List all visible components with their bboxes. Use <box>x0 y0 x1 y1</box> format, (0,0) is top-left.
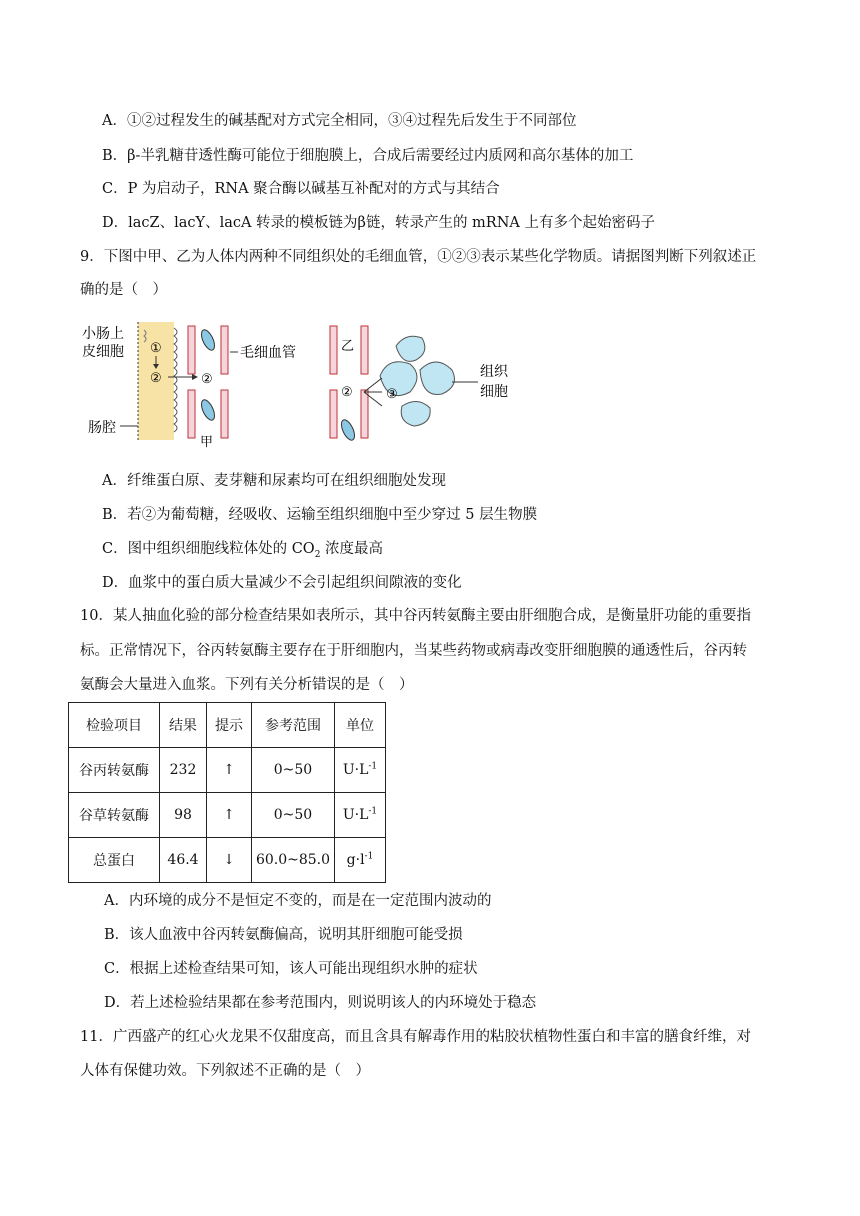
unit-base: U·L <box>342 807 369 823</box>
header-unit: 单位 <box>335 703 386 748</box>
cell-result: 98 <box>160 793 207 838</box>
q9-stem-line2: 确的是（ ） <box>80 282 167 298</box>
cell-item: 谷丙转氨酶 <box>69 748 160 793</box>
cell-hint: ↓ <box>207 838 252 883</box>
cell-item: 总蛋白 <box>69 838 160 883</box>
cell-unit <box>335 793 386 838</box>
q10-option-d: D．若上述检验结果都在参考范围内，则说明该人的内环境处于稳态 <box>104 995 537 1011</box>
circle-2-epithelium: ② <box>150 371 162 386</box>
q9-option-b: B．若②为葡萄糖，经吸收、运输至组织细胞中至少穿过 5 层生物膜 <box>102 507 538 523</box>
q10-option-a: A．内环境的成分不是恒定不变的，而是在一定范围内波动的 <box>104 893 492 909</box>
lab-results-table <box>68 702 386 883</box>
header-hint: 提示 <box>207 703 252 748</box>
label-lumen: 肠腔 <box>88 419 116 435</box>
cell-unit <box>335 838 386 883</box>
circle-3: ③ <box>386 387 398 402</box>
circle-2-capillary: ② <box>201 372 213 387</box>
q10-option-c: C．根据上述检查结果可知，该人可能出现组织水肿的症状 <box>104 961 478 977</box>
table-header-row <box>69 703 386 748</box>
capillary-jia-wall-lower-left <box>188 390 195 438</box>
capillary-yi-wall-upper-right <box>361 326 368 374</box>
arrowhead-2 <box>192 374 198 380</box>
q9-option-d: D．血浆中的蛋白质大量减少不会引起组织间隙液的变化 <box>102 575 462 591</box>
cell-hint: ↑ <box>207 793 252 838</box>
label-tissue-2: 细胞 <box>480 383 508 399</box>
unit-base: U·L <box>342 762 369 778</box>
unit-base: g·l <box>346 852 365 868</box>
header-item: 检验项目 <box>69 703 160 748</box>
label-epithelium-1: 小肠上 <box>82 325 124 341</box>
label-epithelium-2: 皮细胞 <box>82 343 124 359</box>
label-capillary: 毛细血管 <box>240 344 296 360</box>
label-tissue-1: 组织 <box>480 363 508 379</box>
unit-exponent: -1 <box>368 761 378 772</box>
cell-range: 60.0~85.0 <box>252 838 335 883</box>
capillary-diagram <box>80 318 540 448</box>
red-blood-cell-jia-1 <box>199 328 217 352</box>
capillary-yi-wall-upper-left <box>330 326 337 374</box>
microvilli <box>174 328 177 432</box>
q9-option-c-tail: 浓度最高 <box>320 541 384 557</box>
q11-stem-line1: 11．广西盛产的红心火龙果不仅甜度高，而且含具有解毒作用的粘胶状植物性蛋白和丰富的膳食纤维，对 <box>80 1029 751 1045</box>
cell-unit <box>335 748 386 793</box>
cell-result: 232 <box>160 748 207 793</box>
unit-exponent: -1 <box>368 806 378 817</box>
label-yi: 乙 <box>341 338 355 353</box>
table-row <box>69 838 386 883</box>
co2-subscript: 2 <box>314 549 321 560</box>
tissue-cell-1 <box>396 336 425 361</box>
capillary-jia-wall-upper-left <box>188 326 195 374</box>
circle-2-yi: ② <box>341 385 353 400</box>
label-jia: 甲 <box>200 434 214 448</box>
circle-1: ① <box>150 341 162 356</box>
q10-stem-line3: 氨酶会大量进入血浆。下列有关分析错误的是（ ） <box>80 677 414 693</box>
q9-stem-line1: 9．下图中甲、乙为人体内两种不同组织处的毛细血管，①②③表示某些化学物质。请据图判断下列叙述正 <box>80 249 757 265</box>
capillary-jia-wall-upper-right <box>221 326 228 374</box>
cell-range: 0~50 <box>252 793 335 838</box>
cell-result: 46.4 <box>160 838 207 883</box>
q10-option-b: B．该人血液中谷丙转氨酶偏高，说明其肝细胞可能受损 <box>104 927 463 943</box>
tissue-cell-4 <box>401 401 430 426</box>
q8-option-b: B．β-半乳糖苷透性酶可能位于细胞膜上，合成后需要经过内质网和高尔基体的加工 <box>102 148 634 164</box>
q11-stem-line2: 人体有保健功效。下列叙述不正确的是（ ） <box>80 1063 370 1079</box>
q9-option-a: A．纤维蛋白原、麦芽糖和尿素均可在组织细胞处发现 <box>102 473 446 489</box>
unit-exponent: -1 <box>364 851 374 862</box>
q9-option-c <box>102 539 383 559</box>
cell-item: 谷草转氨酶 <box>69 793 160 838</box>
cell-range: 0~50 <box>252 748 335 793</box>
q8-option-c: C．P 为启动子，RNA 聚合酶以碱基互补配对的方式与其结合 <box>102 181 500 197</box>
q10-stem-line2: 标。正常情况下，谷丙转氨酶主要存在于肝细胞内，当某些药物或病毒改变肝细胞膜的通透性后，谷丙转 <box>80 643 747 659</box>
red-blood-cell-yi <box>339 418 357 442</box>
q9-option-c-text: C．图中组织细胞线粒体处的 CO <box>102 541 315 557</box>
table-row <box>69 748 386 793</box>
red-blood-cell-jia-2 <box>199 398 217 422</box>
capillary-jia-wall-lower-right <box>221 390 228 438</box>
q8-option-d: D．lacZ、lacY、lacA 转录的模板链为β链，转录产生的 mRNA 上有多个起始密码子 <box>102 215 655 231</box>
header-range: 参考范围 <box>252 703 335 748</box>
tissue-cell-3 <box>420 362 454 395</box>
q10-stem-line1: 10．某人抽血化验的部分检查结果如表所示，其中谷丙转氨酶主要由肝细胞合成，是衡量肝功能的重要指 <box>80 608 751 624</box>
q8-option-a: A．①②过程发生的碱基配对方式完全相同，③④过程先后发生于不同部位 <box>102 113 577 129</box>
table-row <box>69 793 386 838</box>
capillary-yi-wall-lower-left <box>330 390 337 438</box>
header-result: 结果 <box>160 703 207 748</box>
capillary-yi-wall-lower-right <box>361 390 368 438</box>
cell-hint: ↑ <box>207 748 252 793</box>
